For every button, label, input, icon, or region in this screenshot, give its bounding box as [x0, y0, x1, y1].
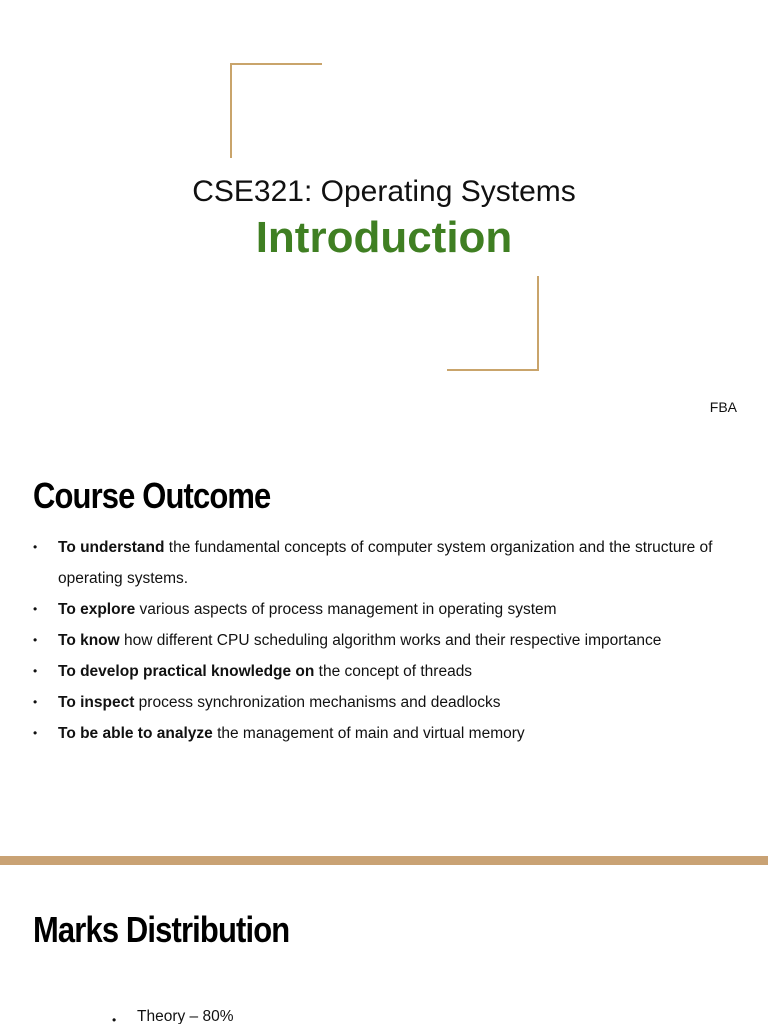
course-outcome-heading: Course Outcome: [33, 475, 271, 516]
outcome-lead: To know: [58, 632, 120, 649]
bullet-icon: •: [33, 540, 38, 554]
marks-distribution-slide: [0, 865, 768, 1024]
bullet-icon: •: [33, 633, 38, 647]
outcome-item: [33, 718, 733, 749]
outcome-lead: To develop practical knowledge on: [58, 663, 315, 680]
author-initials: FBA: [709, 399, 737, 415]
bullet-icon: •: [33, 664, 38, 678]
bullet-icon: •: [33, 602, 38, 616]
outcome-item: [33, 625, 733, 656]
outcome-lead: To be able to analyze: [58, 725, 213, 742]
outcome-text: the fundamental concepts of computer system organization and the structure of operating systems.: [58, 539, 713, 587]
outcome-text: various aspects of process management in operating system: [135, 601, 557, 618]
outcome-list: [33, 532, 733, 749]
marks-item: [112, 1005, 234, 1024]
outcome-lead: To understand: [58, 539, 165, 556]
slide-divider: [0, 856, 768, 865]
bullet-icon: •: [112, 1013, 117, 1024]
course-outcome-slide: [0, 432, 768, 856]
outcome-item: [33, 656, 733, 687]
course-title: CSE321: Operating Systems: [192, 175, 576, 208]
slide-subtitle: Introduction: [255, 213, 513, 262]
marks-item-text: Theory – 80%: [137, 1008, 234, 1024]
bullet-icon: •: [33, 726, 38, 740]
marks-distribution-heading: Marks Distribution: [33, 909, 290, 950]
top-left-corner-bracket: [230, 63, 322, 158]
outcome-text: process synchronization mechanisms and deadlocks: [134, 694, 501, 711]
marks-list: [112, 1005, 234, 1024]
outcome-item: [33, 532, 733, 594]
outcome-item: [33, 687, 733, 718]
outcome-lead: To inspect: [58, 694, 135, 711]
outcome-text: the concept of threads: [314, 663, 473, 680]
title-slide: [0, 0, 768, 432]
outcome-text: how different CPU scheduling algorithm works and their respective importance: [119, 632, 662, 649]
outcome-item: [33, 594, 733, 625]
outcome-lead: To explore: [58, 601, 136, 618]
bottom-right-corner-bracket: [447, 276, 539, 371]
bullet-icon: •: [33, 695, 38, 709]
outcome-text: the management of main and virtual memory: [212, 725, 525, 742]
